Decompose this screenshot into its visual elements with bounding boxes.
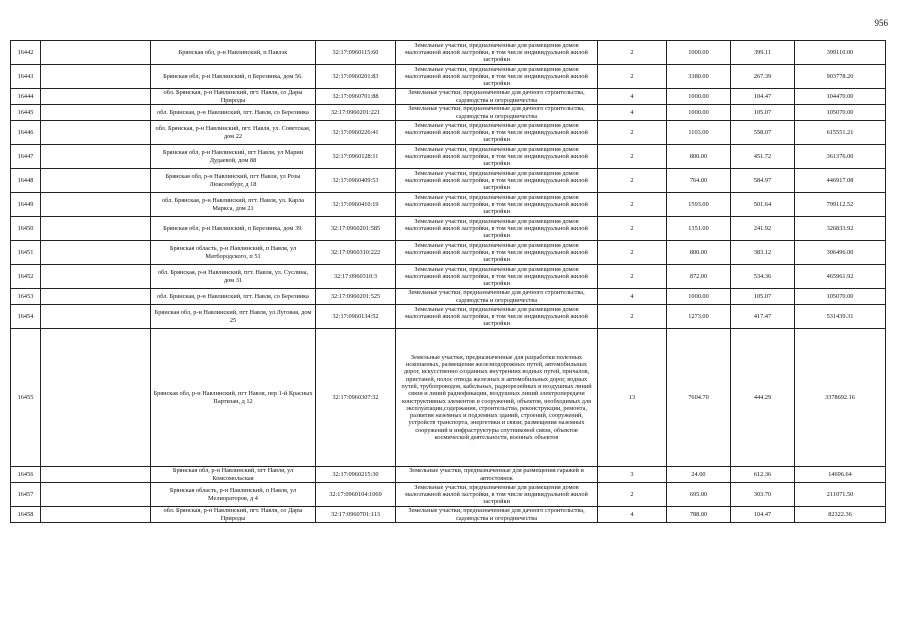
cadastral-value-cell: 465961.92 [795, 265, 886, 289]
land-purpose-cell: Земельные участки, предназначенные для дачного строительства, садоводства и огородничества [396, 105, 598, 121]
specific-value-cell: 417.47 [731, 305, 795, 329]
cadastral-value-cell: 615551.21 [795, 121, 886, 145]
area-cell: 872.00 [667, 265, 731, 289]
table-row [11, 483, 886, 507]
empty-cell [41, 241, 151, 265]
land-purpose-cell: Земельные участки, предназначенные для размещения домов малоэтажной жилой застройки, в том числе индивидуальной жилой застройки [396, 41, 598, 65]
cadastral-value-cell: 211071.50 [795, 483, 886, 507]
table-body [11, 41, 886, 523]
specific-value-cell: 105.07 [731, 289, 795, 305]
table-row [11, 65, 886, 89]
cadastral-number-cell: 32:17:0960409:53 [316, 169, 396, 193]
area-cell: 1000.00 [667, 105, 731, 121]
group-code-cell: 4 [598, 105, 667, 121]
empty-cell [41, 105, 151, 121]
area-cell: 800.00 [667, 145, 731, 169]
area-cell: 1000.00 [667, 89, 731, 105]
cadastral-number-cell: 32:17:0960307:32 [316, 329, 396, 467]
land-purpose-cell: Земельные участки, предназначенные для дачного строительства, садоводства и огородничества [396, 289, 598, 305]
specific-value-cell: 612.36 [731, 467, 795, 483]
cadastral-value-table [10, 40, 886, 523]
cadastral-number-cell: 32:17:0960701:88 [316, 89, 396, 105]
land-purpose-cell: Земельные участки, предназначенные для размещения домов малоэтажной жилой застройки, в том числе индивидуальной жилой застройки [396, 65, 598, 89]
table-row [11, 41, 886, 65]
area-cell: 695.00 [667, 483, 731, 507]
group-code-cell: 4 [598, 507, 667, 523]
empty-cell [41, 507, 151, 523]
land-purpose-cell: Земельные участки, предназначенные для размещения домов малоэтажной жилой застройки, в том числе индивидуальной жилой застройки [396, 241, 598, 265]
group-code-cell: 2 [598, 483, 667, 507]
page-number: 956 [874, 18, 888, 28]
specific-value-cell: 104.47 [731, 89, 795, 105]
empty-cell [41, 145, 151, 169]
group-code-cell: 2 [598, 41, 667, 65]
cadastral-number-cell: 32:17:0960215:30 [316, 467, 396, 483]
land-purpose-cell: Земельные участки, предназначенные для размещения домов малоэтажной жилой застройки, в том числе индивидуальной жилой застройки [396, 193, 598, 217]
empty-cell [41, 289, 151, 305]
table-row [11, 289, 886, 305]
land-purpose-cell: Земельные участки, предназначенные для размещения гаражей и автостоянок [396, 467, 598, 483]
area-cell: 1103.00 [667, 121, 731, 145]
row-number-cell: 16456 [11, 467, 41, 483]
area-cell: 788.00 [667, 507, 731, 523]
address-cell: Брянская обл, р-н Навлинский, пгт Навля, ул Марии Дудаевой, дом 88 [151, 145, 316, 169]
table-row [11, 329, 886, 467]
cadastral-number-cell: 32:17:0960104:1069 [316, 483, 396, 507]
table-row [11, 507, 886, 523]
area-cell: 1000.00 [667, 41, 731, 65]
address-cell: обл. Брянская, р-н Навлинский, пгт. Навля, ул. Суслина, дом 31 [151, 265, 316, 289]
empty-cell [41, 169, 151, 193]
row-number-cell: 16446 [11, 121, 41, 145]
land-purpose-cell: Земельные участки, предназначенные для дачного строительства, садоводства и огородничества [396, 89, 598, 105]
specific-value-cell: 399.11 [731, 41, 795, 65]
group-code-cell: 3 [598, 467, 667, 483]
area-cell: 800.00 [667, 241, 731, 265]
land-purpose-cell: Земельные участки, предназначенные для разработки полезных ископаемых, размещения железнодорожных путей, автомобильных дорог, искусственно созданных внутренних водных путей, причалов, пристаней, полос отвода железных и автомобильных дорог, водных путей, трубопроводов, кабельных, радиорелейных и воздушных линий связи и линий радиофикации, воздушных линий электропередачи конструктивных элементов и сооружений, объектов, необходимых для эксплуатации,содержания, строительства, реконструкции, ремонта, развития наземных и подземных зданий, строений, сооружений, устройств транспорта, энергетики и связи; размещения наземных сооружений и инфраструктуры спутниковой связи, объектов космической деятельности, военных объектов [396, 329, 598, 467]
row-number-cell: 16457 [11, 483, 41, 507]
address-cell: обл. Брянская, р-н Навлинский, пгт. Навля, со Дары Природы [151, 507, 316, 523]
table-row [11, 89, 886, 105]
table-row [11, 145, 886, 169]
row-number-cell: 16458 [11, 507, 41, 523]
table-row [11, 121, 886, 145]
address-cell: обл. Брянская, р-н Навлинский, пгт. Навля, ул. Карла Маркса, дом 21 [151, 193, 316, 217]
cadastral-value-cell: 306496.00 [795, 241, 886, 265]
group-code-cell: 2 [598, 241, 667, 265]
cadastral-number-cell: 32:17:0960128:11 [316, 145, 396, 169]
land-purpose-cell: Земельные участки, предназначенные для размещения домов малоэтажной жилой застройки, в том числе индивидуальной жилой застройки [396, 265, 598, 289]
row-number-cell: 16444 [11, 89, 41, 105]
cadastral-value-cell: 105070.00 [795, 105, 886, 121]
specific-value-cell: 383.12 [731, 241, 795, 265]
group-code-cell: 2 [598, 265, 667, 289]
cadastral-value-cell: 399110.00 [795, 41, 886, 65]
specific-value-cell: 558.07 [731, 121, 795, 145]
empty-cell [41, 265, 151, 289]
land-purpose-cell: Земельные участки, предназначенные для размещения домов малоэтажной жилой застройки, в том числе индивидуальной жилой застройки [396, 305, 598, 329]
table-row [11, 169, 886, 193]
cadastral-number-cell: 32:17:0960201:221 [316, 105, 396, 121]
area-cell: 1593.00 [667, 193, 731, 217]
address-cell: обл. Брянская, р-н Навлинский, пгт. Навля, со Березинка [151, 105, 316, 121]
specific-value-cell: 501.64 [731, 193, 795, 217]
table-row [11, 241, 886, 265]
table-row [11, 193, 886, 217]
cadastral-value-cell: 903778.20 [795, 65, 886, 89]
land-purpose-cell: Земельные участки, предназначенные для размещения домов малоэтажной жилой застройки, в том числе индивидуальной жилой застройки [396, 217, 598, 241]
table-row [11, 467, 886, 483]
empty-cell [41, 65, 151, 89]
group-code-cell: 4 [598, 89, 667, 105]
cadastral-number-cell: 32:17:0960115:60 [316, 41, 396, 65]
address-cell: Брянская обл, р-н Навлинский, п Березинка, дом 56. [151, 65, 316, 89]
table-row [11, 217, 886, 241]
group-code-cell: 2 [598, 193, 667, 217]
address-cell: Брянская обл, р-н Навлинский, п Павлэк [151, 41, 316, 65]
row-number-cell: 16454 [11, 305, 41, 329]
group-code-cell: 2 [598, 217, 667, 241]
table-row [11, 105, 886, 121]
cadastral-number-cell: 32:17:0960410:19 [316, 193, 396, 217]
row-number-cell: 16442 [11, 41, 41, 65]
address-cell: обл. Брянская, р-н Навлинский, пгт. Навля, со Березинка [151, 289, 316, 305]
cadastral-number-cell: 32:17:0960310:222 [316, 241, 396, 265]
land-purpose-cell: Земельные участки, предназначенные для размещения домов малоэтажной жилой застройки, в том числе индивидуальной жилой застройки [396, 121, 598, 145]
empty-cell [41, 217, 151, 241]
empty-cell [41, 89, 151, 105]
specific-value-cell: 451.72 [731, 145, 795, 169]
empty-cell [41, 329, 151, 467]
row-number-cell: 16447 [11, 145, 41, 169]
group-code-cell: 2 [598, 65, 667, 89]
land-purpose-cell: Земельные участки, предназначенные для размещения домов малоэтажной жилой застройки, в том числе индивидуальной жилой застройки [396, 483, 598, 507]
specific-value-cell: 105.07 [731, 105, 795, 121]
address-cell: Брянская обл, р-н Навлинский, пгт Навля, пер 1-й Красных Партизан, д 12 [151, 329, 316, 467]
empty-cell [41, 305, 151, 329]
cadastral-value-cell: 531439.31 [795, 305, 886, 329]
area-cell: 1273.00 [667, 305, 731, 329]
area-cell: 7604.70 [667, 329, 731, 467]
area-cell: 24.00 [667, 467, 731, 483]
address-cell: Брянская обл, р-н Навлинский, пгт Навля, ул Луговая, дом 25 [151, 305, 316, 329]
address-cell: обл. Брянская, р-н Навлинский, пгт. Навля, со Дары Природы [151, 89, 316, 105]
cadastral-value-cell: 105070.00 [795, 289, 886, 305]
specific-value-cell: 267.39 [731, 65, 795, 89]
cadastral-number-cell: 32:17:0960226:41 [316, 121, 396, 145]
row-number-cell: 16443 [11, 65, 41, 89]
area-cell: 1000.00 [667, 289, 731, 305]
cadastral-number-cell: 32:17:0960201:525 [316, 289, 396, 305]
cadastral-value-cell: 3378692.16 [795, 329, 886, 467]
row-number-cell: 16445 [11, 105, 41, 121]
area-cell: 3380.00 [667, 65, 731, 89]
cadastral-value-cell: 799112.52 [795, 193, 886, 217]
specific-value-cell: 584.97 [731, 169, 795, 193]
cadastral-value-cell: 82322.36 [795, 507, 886, 523]
specific-value-cell: 303.70 [731, 483, 795, 507]
cadastral-value-cell: 326833.92 [795, 217, 886, 241]
row-number-cell: 16450 [11, 217, 41, 241]
land-purpose-cell: Земельные участки, предназначенные для размещения домов малоэтажной жилой застройки, в том числе индивидуальной жилой застройки [396, 145, 598, 169]
cadastral-number-cell: 32:17:0960701:113 [316, 507, 396, 523]
row-number-cell: 16452 [11, 265, 41, 289]
cadastral-number-cell: 32:17:0960310:3 [316, 265, 396, 289]
cadastral-value-cell: 14696.64 [795, 467, 886, 483]
group-code-cell: 13 [598, 329, 667, 467]
specific-value-cell: 104.47 [731, 507, 795, 523]
address-cell: Брянская область, р-н Навлинский, п Навля, ул Матбородского, п 51 [151, 241, 316, 265]
group-code-cell: 2 [598, 145, 667, 169]
address-cell: Брянская обл, р-н Навлинский, п Березинка, дом 39. [151, 217, 316, 241]
land-purpose-cell: Земельные участки, предназначенные для размещения домов малоэтажной жилой застройки, в том числе индивидуальной жилой застройки [396, 169, 598, 193]
address-cell: Брянская область, р-н Навлинский, п Навля, ул Мелиораторов, д 4 [151, 483, 316, 507]
row-number-cell: 16453 [11, 289, 41, 305]
specific-value-cell: 444.29 [731, 329, 795, 467]
table-row [11, 305, 886, 329]
row-number-cell: 16449 [11, 193, 41, 217]
row-number-cell: 16448 [11, 169, 41, 193]
cadastral-value-cell: 446917.08 [795, 169, 886, 193]
empty-cell [41, 41, 151, 65]
area-cell: 764.00 [667, 169, 731, 193]
area-cell: 1351.00 [667, 217, 731, 241]
cadastral-value-cell: 361376.00 [795, 145, 886, 169]
cadastral-number-cell: 32:17:0960201:585 [316, 217, 396, 241]
specific-value-cell: 241.92 [731, 217, 795, 241]
cadastral-number-cell: 32:17:0960134:52 [316, 305, 396, 329]
empty-cell [41, 121, 151, 145]
land-purpose-cell: Земельные участки, предназначенные для дачного строительства, садоводства и огородничества [396, 507, 598, 523]
cadastral-value-cell: 104470.00 [795, 89, 886, 105]
empty-cell [41, 467, 151, 483]
row-number-cell: 16451 [11, 241, 41, 265]
group-code-cell: 2 [598, 121, 667, 145]
cadastral-number-cell: 32:17:0960201:83 [316, 65, 396, 89]
empty-cell [41, 193, 151, 217]
row-number-cell: 16455 [11, 329, 41, 467]
group-code-cell: 2 [598, 305, 667, 329]
address-cell: Брянская обл, р-н Навлинский, пгт Навля, ул Комсомольская [151, 467, 316, 483]
empty-cell [41, 483, 151, 507]
specific-value-cell: 534.36 [731, 265, 795, 289]
address-cell: Брянская обл, р-н Навлинский, пгт Навля, ул Розы Люксембург, д 18 [151, 169, 316, 193]
group-code-cell: 4 [598, 289, 667, 305]
address-cell: обл. Брянская, р-н Навлинский, пгт. Навля, ул. Советская, дом 22 [151, 121, 316, 145]
table-row [11, 265, 886, 289]
group-code-cell: 2 [598, 169, 667, 193]
